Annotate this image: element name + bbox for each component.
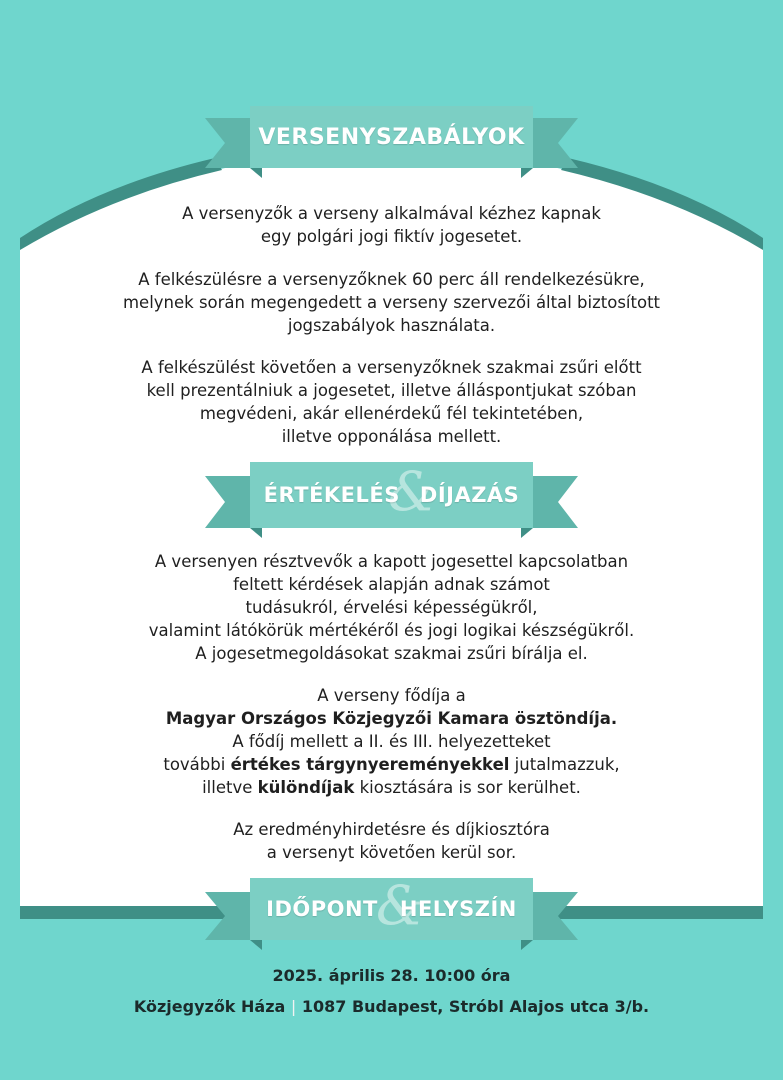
text-line: valamint látókörük mértékéről és jogi logikai készségükről. <box>148 621 635 640</box>
prize-main-text: Magyar Országos Közjegyzői Kamara ösztöndíja. <box>165 709 618 728</box>
evaluation-title-right: DÍJAZÁS <box>419 483 520 507</box>
text-line: megvédeni, akár ellenérdekű fél tekintetében, <box>199 404 584 423</box>
event-venue-line <box>0 997 783 1016</box>
venue-address: 1087 Budapest, Stróbl Alajos utca 3/b. <box>301 997 650 1016</box>
event-date: 2025. április 28. 10:00 óra <box>272 966 511 985</box>
prize-line-4 <box>60 753 723 776</box>
time-place-banner <box>250 874 533 940</box>
text-line: Az eredményhirdetésre és díjkiosztóra <box>233 820 550 839</box>
text-fragment: illetve <box>202 778 258 797</box>
prize-items-bold: értékes tárgynyereményekkel <box>230 755 510 774</box>
rules-paragraph-2 <box>60 268 723 337</box>
text-line: melynek során megengedett a verseny szervezői által biztosított <box>122 293 661 312</box>
ampersand-decoration: & <box>388 460 437 523</box>
time-place-title-right: HELYSZÍN <box>399 897 517 921</box>
text-line: A versenyen résztvevők a kapott jogesettel kapcsolatban <box>154 552 629 571</box>
text-line: A fődíj mellett a II. és III. helyezetteket <box>232 732 551 751</box>
text-line: A versenyzők a verseny alkalmával kézhez kapnak <box>182 204 601 223</box>
prize-paragraph <box>60 684 723 799</box>
text-line: jogszabályok használata. <box>287 316 496 335</box>
text-line: a versenyt követően kerül sor. <box>266 843 517 862</box>
time-place-title-left: IDŐPONT <box>266 897 378 921</box>
text-line: feltett kérdések alapján adnak számot <box>233 575 550 594</box>
text-line: A verseny fődíja a <box>317 686 466 705</box>
rules-paragraph-3 <box>60 356 723 448</box>
text-fragment: kiosztására is sor kerülhet. <box>354 778 581 797</box>
text-line: A felkészülésre a versenyzőknek 60 perc áll rendelkezésükre, <box>138 270 645 289</box>
text-fragment: további <box>163 755 231 774</box>
ampersand-decoration: & <box>376 874 425 937</box>
text-line: kell prezentálniuk a jogesetet, illetve álláspontjukat szóban <box>146 381 637 400</box>
text-fragment: jutalmazzuk, <box>509 755 620 774</box>
venue-name: Közjegyzők Háza <box>133 997 286 1016</box>
rules-title: VERSENYSZABÁLYOK <box>258 124 525 150</box>
rules-paragraph-1 <box>60 202 723 248</box>
prize-line-5 <box>60 776 723 799</box>
separator: | <box>290 997 297 1016</box>
text-line: A felkészülést követően a versenyzőknek szakmai zsűri előtt <box>141 358 642 377</box>
rules-banner <box>250 106 533 168</box>
text-line: illetve opponálása mellett. <box>281 427 502 446</box>
text-line: tudásukról, érvelési képességükről, <box>245 598 538 617</box>
evaluation-paragraph-3 <box>60 818 723 864</box>
special-prizes-bold: különdíjak <box>257 778 355 797</box>
text-line: egy polgári jogi fiktív jogesetet. <box>260 227 523 246</box>
evaluation-paragraph-1 <box>60 550 723 665</box>
evaluation-banner <box>250 462 533 528</box>
prize-main <box>60 707 723 730</box>
evaluation-title-left: ÉRTÉKELÉS <box>263 483 400 507</box>
text-line: A jogesetmegoldásokat szakmai zsűri bírálja el. <box>195 644 588 663</box>
